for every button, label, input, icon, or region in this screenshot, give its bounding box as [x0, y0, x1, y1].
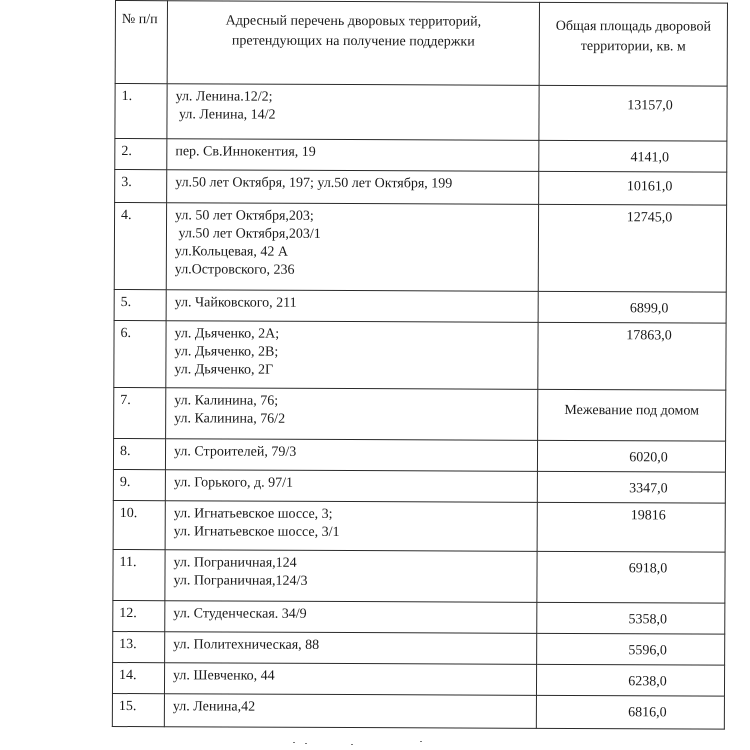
- row-area-cell: [539, 85, 727, 141]
- header-area-line2: территории, кв. м: [580, 39, 686, 55]
- row-address-cell: [165, 601, 537, 634]
- row-number: 15.: [112, 693, 164, 726]
- address-line: ул. Игнатьевское шоссе, 3/1: [173, 524, 340, 540]
- row-address-cell: [165, 470, 537, 503]
- row-number: 3.: [115, 170, 167, 203]
- row-number: 5.: [114, 289, 166, 320]
- table-row: [114, 203, 726, 293]
- address-line: ул. Пограничная,124: [173, 555, 297, 571]
- table-row: [112, 662, 724, 696]
- row-address-cell: [166, 321, 538, 390]
- row-number: 9.: [113, 469, 165, 500]
- address-line: ул.Кольцевая, 42 А: [174, 244, 289, 260]
- header-area: [539, 2, 727, 86]
- address-line: ул. Шевченко, 44: [173, 668, 275, 684]
- area-value: Межевание под домом: [564, 402, 700, 419]
- address-line: ул. Ленина, 14/2: [175, 107, 276, 123]
- table-body: [112, 84, 727, 730]
- row-area-cell: [537, 440, 725, 472]
- row-number: 11.: [113, 549, 165, 600]
- row-area-cell: [539, 171, 727, 205]
- row-area-cell: [538, 322, 726, 390]
- row-address-cell: [165, 632, 537, 665]
- row-address-cell: [166, 290, 538, 323]
- table-row: [113, 438, 725, 472]
- area-value: 6899,0: [629, 301, 669, 317]
- row-number: 14.: [112, 662, 164, 693]
- row-area-cell: [539, 140, 727, 172]
- address-table: [112, 0, 728, 730]
- row-area-cell: [538, 291, 726, 323]
- address-line: ул. 50 лет Октября,203;: [175, 208, 314, 224]
- row-number: 13.: [113, 631, 165, 662]
- scan-speck: [420, 741, 422, 742]
- table-row: [114, 289, 726, 323]
- table-row: [112, 693, 724, 729]
- area-value: 5358,0: [628, 612, 668, 628]
- area-value: 19816: [630, 508, 666, 524]
- scan-speck: [305, 743, 307, 744]
- row-address-cell: [167, 170, 539, 205]
- table-row: [115, 170, 727, 206]
- table-header-row: [115, 1, 727, 87]
- table-row: [113, 549, 725, 603]
- row-address-cell: [166, 388, 538, 441]
- row-area-cell: [536, 695, 724, 729]
- address-line: ул. Чайковского, 211: [174, 295, 297, 311]
- row-address-cell: [165, 550, 537, 603]
- row-area-cell: [537, 551, 725, 603]
- row-address-cell: [165, 501, 537, 552]
- address-line: ул. Дьяченко, 2В;: [174, 344, 279, 360]
- row-address-cell: [166, 203, 538, 292]
- header-area-line1: Общая площадь дворовой: [555, 18, 712, 35]
- area-value: 6816,0: [628, 705, 667, 721]
- area-value: 12745,0: [626, 210, 673, 226]
- header-number: № п/п: [115, 1, 167, 84]
- table-row: [113, 631, 725, 665]
- address-line: пер. Св.Иннокентия, 19: [175, 144, 316, 160]
- area-value: 6020,0: [629, 450, 668, 466]
- row-area-cell: [537, 502, 725, 552]
- address-line: ул. Политехническая, 88: [173, 637, 320, 653]
- row-area-cell: [538, 204, 726, 292]
- row-address-cell: [164, 694, 536, 729]
- area-value: 17863,0: [626, 328, 672, 344]
- address-line: ул.50 лет Октября, 197; ул.50 лет Октября, 199: [175, 175, 453, 192]
- row-number: 7.: [114, 387, 166, 438]
- scan-speck: [351, 744, 353, 745]
- row-address-cell: [164, 663, 536, 696]
- address-line: ул. Строителей, 79/3: [173, 444, 297, 460]
- area-value: 6238,0: [628, 674, 667, 690]
- table-row: [113, 500, 725, 552]
- row-number: 10.: [113, 500, 165, 549]
- scan-speck: [293, 742, 295, 743]
- table-row: [114, 320, 726, 390]
- row-number: 4.: [114, 203, 166, 290]
- row-address-cell: [167, 139, 539, 172]
- address-line: ул. Ленина.12/2;: [175, 89, 273, 105]
- header-address-line1: Адресный перечень дворовых территорий,: [225, 13, 482, 30]
- address-line: ул. Калинина, 76;: [174, 393, 279, 409]
- row-number: 8.: [113, 438, 165, 469]
- table-row: [115, 84, 727, 142]
- table-row: [115, 139, 727, 173]
- address-line: ул. Дьяченко, 2А;: [174, 326, 280, 342]
- address-line: ул. Ленина,42: [172, 699, 256, 715]
- area-value: 5596,0: [628, 643, 667, 659]
- table-row: [113, 469, 725, 503]
- header-address: [167, 1, 539, 86]
- address-line: ул. Игнатьевское шоссе, 3;: [173, 506, 333, 522]
- area-value: 6918,0: [628, 561, 668, 577]
- row-address-cell: [165, 439, 537, 472]
- area-value: 10161,0: [626, 179, 673, 195]
- table-row: [114, 387, 726, 441]
- area-value: 4141,0: [630, 150, 670, 166]
- row-area-cell: [536, 664, 724, 696]
- row-number: 2.: [115, 139, 167, 170]
- address-line: ул. Калинина, 76/2: [174, 411, 286, 427]
- row-area-cell: [537, 471, 725, 503]
- address-line: ул.Островского, 236: [174, 262, 295, 278]
- address-line: ул. Пограничная,124/3: [173, 573, 308, 589]
- row-area-cell: [538, 389, 726, 441]
- area-value: 13157,0: [627, 98, 673, 114]
- row-number: 6.: [114, 320, 166, 387]
- row-number: 1.: [115, 84, 167, 139]
- row-address-cell: [167, 84, 539, 141]
- address-line: ул. Дьяченко, 2Г: [174, 362, 274, 378]
- table-row: [113, 600, 725, 634]
- address-line: ул. Горького, д. 97/1: [173, 475, 294, 491]
- header-address-line2: претендующих на получение поддержки: [231, 33, 475, 50]
- area-value: 3347,0: [629, 481, 668, 497]
- address-line: ул.50 лет Октября,203/1: [174, 226, 321, 242]
- row-area-cell: [537, 633, 725, 665]
- row-number: 12.: [113, 600, 165, 631]
- row-area-cell: [537, 602, 725, 634]
- address-line: ул. Студенческая. 34/9: [173, 606, 307, 622]
